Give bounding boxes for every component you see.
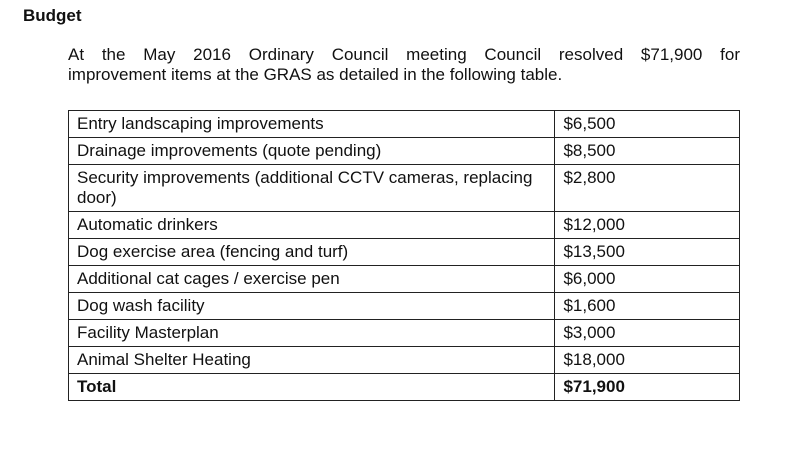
amount-cell: $3,000 bbox=[555, 320, 740, 347]
item-cell: Entry landscaping improvements bbox=[69, 111, 555, 138]
intro-line-1: At the May 2016 Ordinary Council meeting Council resolved $71,900 for bbox=[68, 45, 740, 64]
amount-cell: $18,000 bbox=[555, 347, 740, 374]
section-heading: Budget bbox=[23, 6, 82, 25]
amount-cell: $6,500 bbox=[555, 111, 740, 138]
item-cell: Animal Shelter Heating bbox=[69, 347, 555, 374]
table-row bbox=[69, 138, 740, 165]
item-cell: Drainage improvements (quote pending) bbox=[69, 138, 555, 165]
budget-table bbox=[68, 110, 740, 401]
amount-cell: $12,000 bbox=[555, 212, 740, 239]
table-row bbox=[69, 347, 740, 374]
total-amount: $71,900 bbox=[555, 374, 740, 401]
amount-cell: $6,000 bbox=[555, 266, 740, 293]
intro-paragraph bbox=[68, 45, 740, 85]
total-label: Total bbox=[69, 374, 555, 401]
table-row bbox=[69, 212, 740, 239]
amount-cell: $1,600 bbox=[555, 293, 740, 320]
total-row bbox=[69, 374, 740, 401]
item-cell: Dog exercise area (fencing and turf) bbox=[69, 239, 555, 266]
table-row bbox=[69, 266, 740, 293]
table-row bbox=[69, 320, 740, 347]
item-cell: Facility Masterplan bbox=[69, 320, 555, 347]
item-cell: Security improvements (additional CCTV cameras, replacing door) bbox=[69, 165, 555, 212]
item-cell: Automatic drinkers bbox=[69, 212, 555, 239]
table-row bbox=[69, 293, 740, 320]
table-row bbox=[69, 111, 740, 138]
intro-line-2: improvement items at the GRAS as detailed in the following table. bbox=[68, 65, 563, 84]
table-row bbox=[69, 165, 740, 212]
amount-cell: $2,800 bbox=[555, 165, 740, 212]
item-cell: Additional cat cages / exercise pen bbox=[69, 266, 555, 293]
amount-cell: $13,500 bbox=[555, 239, 740, 266]
amount-cell: $8,500 bbox=[555, 138, 740, 165]
table-row bbox=[69, 239, 740, 266]
item-cell: Dog wash facility bbox=[69, 293, 555, 320]
